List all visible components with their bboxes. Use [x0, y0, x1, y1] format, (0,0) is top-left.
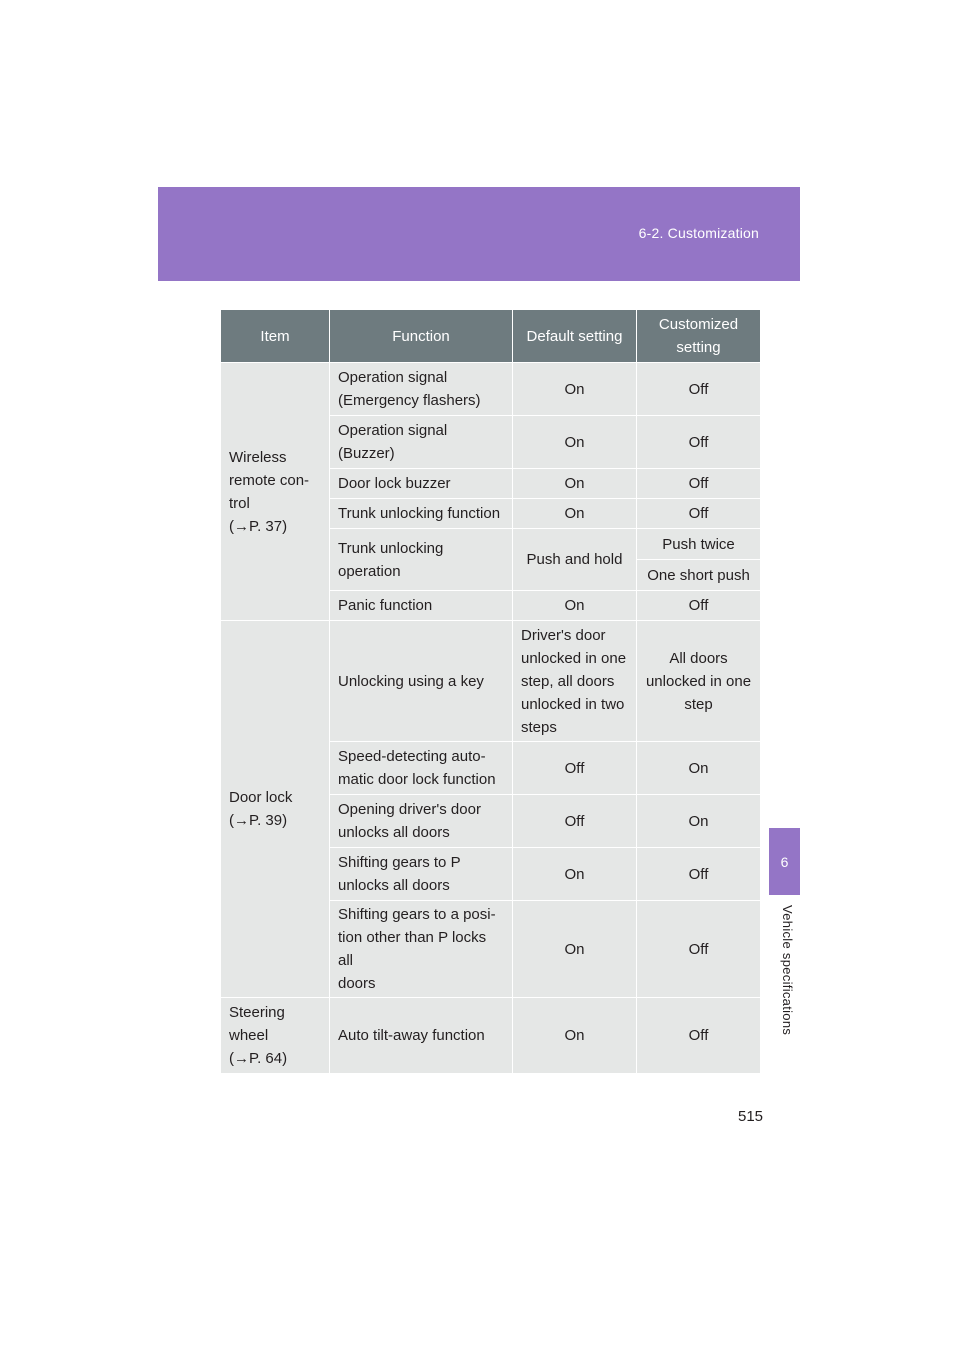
customization-table	[220, 309, 761, 1074]
default-cell: On	[513, 416, 637, 469]
function-cell: Operation signal (Emergency flashers)	[330, 363, 513, 416]
default-cell: On	[513, 363, 637, 416]
default-cell: Driver's door unlocked in one step, all doors unlocked in two steps	[513, 621, 637, 742]
custom-cell: Off	[637, 901, 761, 998]
custom-cell: Off	[637, 363, 761, 416]
function-cell: Opening driver's door unlocks all doors	[330, 795, 513, 848]
default-cell: On	[513, 848, 637, 901]
function-cell: Shifting gears to P unlocks all doors	[330, 848, 513, 901]
section-title: 6-2. Customization	[638, 225, 759, 241]
function-cell: Auto tilt-away function	[330, 998, 513, 1074]
default-cell: On	[513, 901, 637, 998]
default-cell: On	[513, 499, 637, 529]
custom-cell: Off	[637, 499, 761, 529]
function-cell: Trunk unlocking operation	[330, 529, 513, 591]
column-header-customized-setting: Customized setting	[637, 310, 761, 363]
item-cell-steering-wheel: Steering wheel (→P. 64)	[221, 998, 330, 1074]
custom-cell: Off	[637, 416, 761, 469]
column-header-default-setting: Default setting	[513, 310, 637, 363]
custom-cell: Off	[637, 591, 761, 621]
column-header-item: Item	[221, 310, 330, 363]
page-number: 515	[738, 1108, 764, 1125]
item-cell-door-lock: Door lock (→P. 39)	[221, 621, 330, 998]
chapter-number: 6	[780, 853, 789, 870]
table-row	[221, 621, 761, 742]
table-row	[221, 998, 761, 1074]
function-cell: Panic function	[330, 591, 513, 621]
function-cell: Operation signal (Buzzer)	[330, 416, 513, 469]
custom-cell: Off	[637, 469, 761, 499]
function-cell: Unlocking using a key	[330, 621, 513, 742]
table-row	[221, 363, 761, 416]
default-cell: Off	[513, 795, 637, 848]
function-cell: Shifting gears to a posi- tion other than P locks all doors	[330, 901, 513, 998]
custom-cell: On	[637, 795, 761, 848]
column-header-function: Function	[330, 310, 513, 363]
default-cell: On	[513, 591, 637, 621]
custom-cell: Off	[637, 998, 761, 1074]
function-cell: Trunk unlocking function	[330, 499, 513, 529]
chapter-tab	[769, 828, 800, 895]
custom-cell: On	[637, 742, 761, 795]
table-header-row	[221, 310, 761, 363]
custom-cell: Off	[637, 848, 761, 901]
function-cell: Door lock buzzer	[330, 469, 513, 499]
chapter-label: Vehicle specifications	[780, 905, 795, 1036]
default-cell: On	[513, 998, 637, 1074]
custom-cell: All doors unlocked in one step	[637, 621, 761, 742]
default-cell: On	[513, 469, 637, 499]
function-cell: Speed-detecting auto- matic door lock function	[330, 742, 513, 795]
section-header-band	[158, 187, 800, 281]
custom-cell: One short push	[637, 560, 761, 591]
custom-cell: Push twice	[637, 529, 761, 560]
default-cell: Off	[513, 742, 637, 795]
item-cell-wireless-remote: Wireless remote con- trol (→P. 37)	[221, 363, 330, 621]
default-cell: Push and hold	[513, 529, 637, 591]
